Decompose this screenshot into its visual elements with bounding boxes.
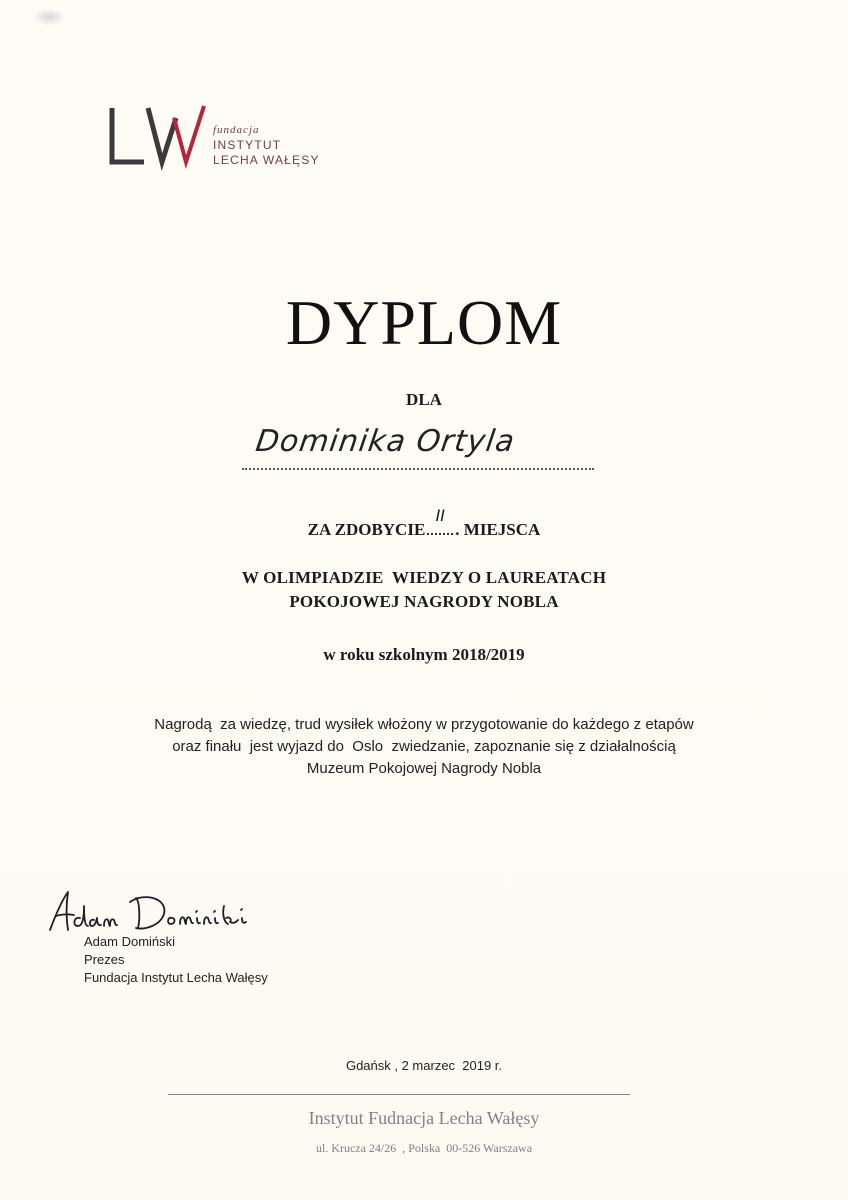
issue-date: Gdańsk , 2 marzec 2019 r. <box>345 1058 503 1073</box>
body-line-1: Nagrodą za wiedzę, trud wysiłek włożony w przygotowanie do każdego z etapów <box>154 716 694 733</box>
signatory-role: Prezes <box>84 952 125 967</box>
logo-fundacja-text: fundacja <box>213 124 260 136</box>
recipient-name: Dominika Ortyla <box>253 424 518 459</box>
footer-address: ul. Krucza 24/26 , Polska 00-526 Warszawa <box>315 1141 533 1155</box>
place-suffix: MIEJSCA <box>463 520 541 539</box>
body-line-3: Muzeum Pokojowej Nagrody Nobla <box>306 760 542 777</box>
school-year: w roku szkolnym 2018/2019 <box>323 645 525 664</box>
lw-logo <box>108 104 348 174</box>
olympiad-line-2: POKOJOWEJ NAGRODY NOBLA <box>289 592 559 611</box>
footer-institution-name: Instytut Fudnacja Lecha Wałęsy <box>308 1108 540 1128</box>
place-prefix: ZA ZDOBYCIE <box>307 520 426 539</box>
body-line-2: oraz finału jest wyjazd do Oslo zwiedzanie, zapoznanie się z działalnością <box>172 738 676 755</box>
logo-line-1: INSTYTUT <box>213 138 282 152</box>
diploma-title: DYPLOM <box>285 287 563 358</box>
signatory-organization: Fundacja Instytut Lecha Wałęsy <box>84 970 268 985</box>
signatory-name: Adam Domiński <box>84 934 176 949</box>
dla-label: DLA <box>406 390 442 409</box>
olympiad-line-1: W OLIMPIADZIE WIEDZY O LAUREATACH <box>241 568 607 587</box>
place-number-field <box>425 506 455 540</box>
recipient-dotted-line <box>242 468 594 470</box>
footer-divider <box>168 1094 630 1095</box>
paper-smudge <box>32 8 66 26</box>
place-line: ZA ZDOBYCIE II . MIEJSCA <box>307 506 541 539</box>
lw-logo-mark <box>108 104 208 174</box>
logo-line-2: LECHA WAŁĘSY <box>213 153 320 167</box>
place-number: II <box>435 506 446 525</box>
